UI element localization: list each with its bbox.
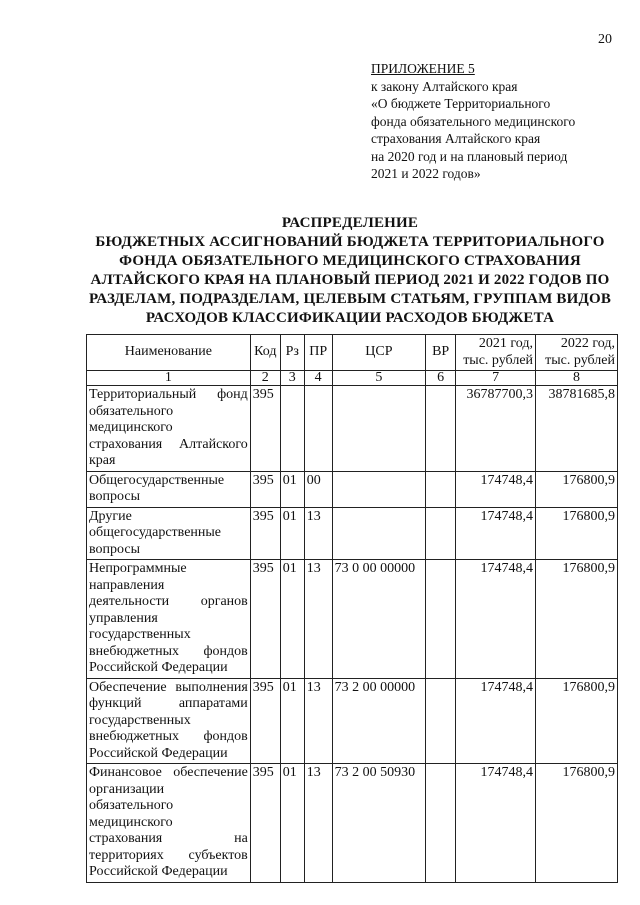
appendix-line: к закону Алтайского края (371, 78, 518, 94)
row-name: Другие общегосударственные вопросы (87, 507, 251, 560)
row-2021: 174748,4 (456, 560, 536, 679)
header-2021: 2021 год, тыс. рублей (456, 335, 536, 371)
row-vr (426, 560, 456, 679)
column-number-row (87, 371, 618, 386)
row-kod: 395 (250, 471, 280, 507)
row-csr: 73 0 00 00000 (332, 560, 426, 679)
table-row (87, 471, 618, 507)
column-number: 2 (250, 371, 280, 386)
column-number: 5 (332, 371, 426, 386)
appendix-line: на 2020 год и на плановый период (371, 148, 568, 164)
row-2021: 36787700,3 (456, 386, 536, 472)
row-vr (426, 471, 456, 507)
row-2022: 176800,9 (536, 507, 618, 560)
row-csr (332, 507, 426, 560)
row-pr: 00 (304, 471, 332, 507)
column-number: 1 (87, 371, 251, 386)
row-2021: 174748,4 (456, 471, 536, 507)
row-pr: 13 (304, 764, 332, 883)
appendix-line: страхования Алтайского края (371, 131, 541, 146)
title-line: РАЗДЕЛАМ, ПОДРАЗДЕЛАМ, ЦЕЛЕВЫМ СТАТЬЯМ, ГРУППАМ ВИДОВ (88, 291, 612, 307)
row-pr (304, 386, 332, 472)
table-row (87, 678, 618, 764)
row-pr: 13 (304, 507, 332, 560)
row-2022: 176800,9 (536, 471, 618, 507)
document-title (70, 214, 630, 328)
row-csr (332, 471, 426, 507)
appendix-head: ПРИЛОЖЕНИЕ 5 (371, 61, 475, 76)
header-pr: ПР (304, 335, 332, 371)
header-name: Наименование (87, 335, 251, 371)
row-2021: 174748,4 (456, 764, 536, 883)
header-csr: ЦСР (332, 335, 426, 371)
table-row (87, 507, 618, 560)
title-line: РАСПРЕДЕЛЕНИЕ (281, 215, 419, 231)
page-number: 20 (598, 32, 612, 47)
appendix-line: фонда обязательного медицинского (371, 113, 576, 129)
row-2022: 176800,9 (536, 560, 618, 679)
row-rz: 01 (280, 764, 304, 883)
row-kod: 395 (250, 764, 280, 883)
column-number: 3 (280, 371, 304, 386)
row-kod: 395 (250, 386, 280, 472)
row-csr: 73 2 00 00000 (332, 678, 426, 764)
row-2022: 176800,9 (536, 678, 618, 764)
row-csr: 73 2 00 50930 (332, 764, 426, 883)
row-rz: 01 (280, 678, 304, 764)
header-kod: Код (250, 335, 280, 371)
table-row (87, 764, 618, 883)
title-line: АЛТАЙСКОГО КРАЯ НА ПЛАНОВЫЙ ПЕРИОД 2021 И 2022 ГОДОВ ПО (90, 272, 610, 288)
row-pr: 13 (304, 678, 332, 764)
row-vr (426, 386, 456, 472)
row-rz: 01 (280, 560, 304, 679)
row-vr (426, 764, 456, 883)
row-name: Общегосударственные вопросы (87, 471, 251, 507)
row-rz: 01 (280, 471, 304, 507)
budget-table (86, 334, 618, 883)
row-rz (280, 386, 304, 472)
row-kod: 395 (250, 678, 280, 764)
row-2021: 174748,4 (456, 678, 536, 764)
row-kod: 395 (250, 507, 280, 560)
row-name: Территориальный фонд обязательного медицинского страхования Алтайского края (87, 386, 251, 472)
row-pr: 13 (304, 560, 332, 679)
appendix-block (371, 60, 621, 183)
row-name: Обеспечение выполнения функций аппаратами государственных внебюджетных фондов Российской Федерации (87, 678, 251, 764)
row-2022: 38781685,8 (536, 386, 618, 472)
appendix-line: «О бюджете Территориального (371, 96, 551, 111)
row-name: Финансовое обеспечение организации обязательного медицинского страхования на территориях субъектов Российской Федерации (87, 764, 251, 883)
row-2021: 174748,4 (456, 507, 536, 560)
row-name: Непрограммные направления деятельности органов управления государственных внебюджетных фондов Российской Федерации (87, 560, 251, 679)
column-number: 6 (426, 371, 456, 386)
title-line: РАСХОДОВ КЛАССИФИКАЦИИ РАСХОДОВ БЮДЖЕТА (145, 310, 555, 326)
row-vr (426, 507, 456, 560)
header-vr: ВР (426, 335, 456, 371)
table-row (87, 386, 618, 472)
table-row (87, 560, 618, 679)
title-line: БЮДЖЕТНЫХ АССИГНОВАНИЙ БЮДЖЕТА ТЕРРИТОРИАЛЬНОГО (95, 234, 605, 250)
header-rz: Рз (280, 335, 304, 371)
column-number: 8 (536, 371, 618, 386)
table-header-row (87, 335, 618, 371)
title-line: ФОНДА ОБЯЗАТЕЛЬНОГО МЕДИЦИНСКОГО СТРАХОВАНИЯ (119, 253, 581, 269)
row-2022: 176800,9 (536, 764, 618, 883)
column-number: 7 (456, 371, 536, 386)
row-kod: 395 (250, 560, 280, 679)
column-number: 4 (304, 371, 332, 386)
row-rz: 01 (280, 507, 304, 560)
row-csr (332, 386, 426, 472)
appendix-line: 2021 и 2022 годов» (371, 166, 481, 181)
header-2022: 2022 год, тыс. рублей (536, 335, 618, 371)
row-vr (426, 678, 456, 764)
